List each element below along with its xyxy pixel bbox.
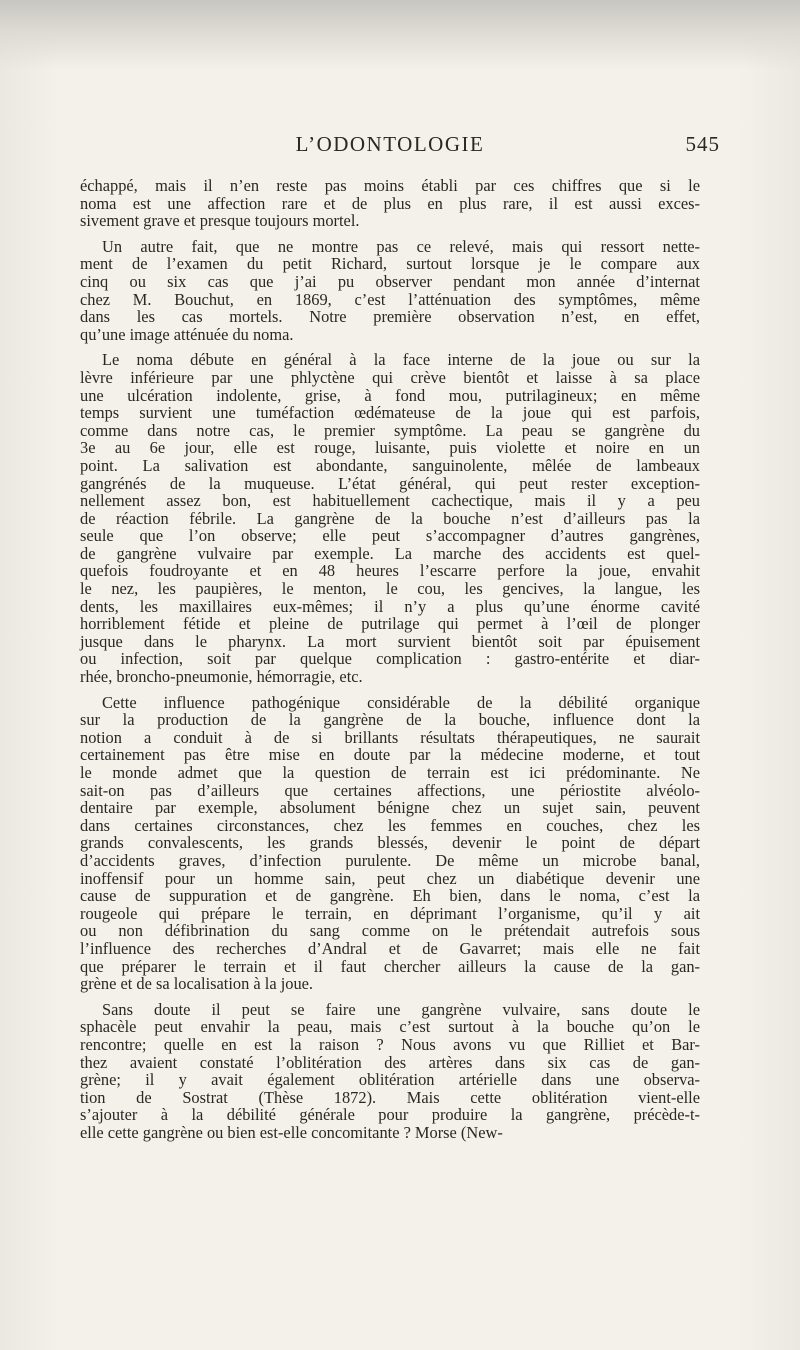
text-line: Sans doute il peut se faire une gangrène vulvaire, sans doute le	[102, 999, 700, 1019]
running-title: L’ODONTOLOGIE	[295, 132, 485, 156]
text-line: sait-on pas d’ailleurs que certaines affections, une périostite alvéolo-	[80, 780, 700, 800]
page-number: 545	[685, 132, 720, 156]
text-line: lèvre inférieure par une phlyctène qui crève bientôt et laisse à sa place	[80, 367, 700, 387]
text-line: temps survient une tuméfaction œdémateuse de la joue qui est parfois,	[80, 403, 700, 423]
text-line: le nez, les paupières, le menton, le cou, les gencives, la langue, les	[80, 579, 700, 599]
text-line: cause de suppuration et de gangrène. Eh bien, dans le noma, c’est la	[80, 886, 700, 906]
text-line: dentaire par exemple, absolument bénigne chez un sujet sain, peuvent	[80, 798, 700, 818]
text-line: point. La salivation est abondante, sanguinolente, mêlée de lambeaux	[80, 455, 700, 475]
text-line: ou non défibrination du sang comme on le prétendait autrefois sous	[80, 921, 700, 941]
text-line: sur la production de la gangrène de la bouche, influence dont la	[80, 710, 700, 730]
text-line: thez avaient constaté l’oblitération des artères dans six cas de gan-	[80, 1052, 700, 1072]
text-line: certainement pas être mise en doute par la médecine moderne, et tout	[80, 745, 700, 765]
text-line: notion a conduit à de si brillants résultats thérapeutiques, ne saurait	[80, 727, 700, 747]
text-line: tion de Sostrat (Thèse 1872). Mais cette oblitération vient-elle	[80, 1087, 700, 1107]
text-line: elle cette gangrène ou bien est-elle concomitante ? Morse (New-	[80, 1122, 503, 1142]
text-line: de gangrène vulvaire par exemple. La marche des accidents est quel-	[80, 543, 700, 563]
text-line: noma est une affection rare et de plus en plus rare, il est aussi exces-	[80, 193, 700, 213]
text-line: sphacèle peut envahir la peau, mais c’est surtout à la bouche qu’on le	[80, 1017, 700, 1037]
text-line: seule que l’on observe; elle peut s’accompagner d’autres gangrènes,	[80, 526, 700, 546]
body-text	[80, 177, 700, 1141]
text-line: une ulcération indolente, grise, à fond mou, putrilagineux; en même	[80, 385, 700, 405]
text-line: chez M. Bouchut, en 1869, c’est l’atténuation des symptômes, même	[80, 289, 700, 309]
text-line: dans certaines circonstances, chez les femmes en couches, chez les	[80, 815, 700, 835]
text-line: grands convalescents, les grands blessés, devenir le point de départ	[80, 833, 700, 853]
text-line: nellement assez bon, est habituellement cachectique, mais il y a peu	[80, 491, 700, 511]
text-line: ou infection, soit par quelque complication : gastro-entérite et diar-	[80, 649, 700, 669]
text-line: échappé, mais il n’en reste pas moins établi par ces chiffres que si le	[80, 176, 700, 195]
text-line: grène; il y avait également oblitération artérielle dans une observa-	[80, 1070, 700, 1090]
paragraph	[80, 694, 700, 993]
text-line: rhée, broncho-pneumonie, hémorragie, etc.	[80, 667, 363, 687]
text-line: grène et de sa localisation à la joue.	[80, 974, 314, 994]
text-line: cinq ou six cas que j’ai pu observer pendant mon année d’internat	[80, 271, 700, 291]
page-header	[80, 132, 720, 164]
paragraph	[80, 1001, 700, 1142]
text-line: d’accidents graves, d’infection purulente. De même un microbe banal,	[80, 850, 700, 870]
text-line: rencontre; quelle en est la raison ? Nous avons vu que Rilliet et Bar-	[80, 1034, 700, 1054]
text-line: horriblement fétide et pleine de putrilage qui permet à l’œil de plonger	[80, 614, 700, 634]
text-line: inoffensif pour un homme sain, peut chez un diabétique devenir une	[80, 868, 700, 888]
text-line: comme dans notre cas, le premier symptôme. La peau se gangrène du	[80, 420, 700, 440]
text-line: gangrénés de la muqueuse. L’état général, qui peut rester exception-	[80, 473, 700, 493]
text-line: de réaction fébrile. La gangrène de la bouche n’est d’ailleurs pas la	[80, 508, 700, 528]
text-line: 3e au 6e jour, elle est rouge, luisante, puis violette et noire en un	[80, 438, 700, 458]
text-line: quefois foudroyante et en 48 heures l’escarre perfore la joue, envahit	[80, 561, 700, 581]
text-line: dents, les maxillaires eux-mêmes; il n’y a plus qu’une énorme cavité	[80, 596, 700, 616]
text-line: s’ajouter à la débilité générale pour produire la gangrène, précède-t-	[80, 1105, 700, 1125]
paragraph	[80, 177, 700, 230]
scan-edge-shadow	[0, 0, 800, 70]
text-line: qu’une image atténuée du noma.	[80, 324, 294, 344]
text-line: le monde admet que la question de terrain est ici prédominante. Ne	[80, 763, 700, 782]
text-line: ment de l’examen du petit Richard, surtout lorsque je le compare aux	[80, 254, 700, 274]
text-line: que préparer le terrain et il faut chercher ailleurs la cause de la gan-	[80, 956, 700, 976]
text-line: rougeole qui prépare le terrain, en déprimant l’organisme, qu’il y ait	[80, 903, 700, 923]
text-line: jusque dans le pharynx. La mort survient bientôt soit par épuisement	[80, 631, 700, 651]
text-line: Cette influence pathogénique considérable de la débilité organique	[102, 692, 700, 712]
text-line: dans les cas mortels. Notre première observation n’est, en effet,	[80, 307, 700, 327]
paragraph	[80, 351, 700, 685]
text-line: l’influence des recherches d’Andral et de Gavarret; mais elle ne fait	[80, 938, 700, 958]
text-line: Un autre fait, que ne montre pas ce relevé, mais qui ressort nette-	[102, 236, 700, 256]
paragraph	[80, 238, 700, 344]
text-line: Le noma débute en général à la face interne de la joue ou sur la	[102, 350, 700, 370]
text-line: sivement grave et presque toujours mortel.	[80, 211, 360, 231]
